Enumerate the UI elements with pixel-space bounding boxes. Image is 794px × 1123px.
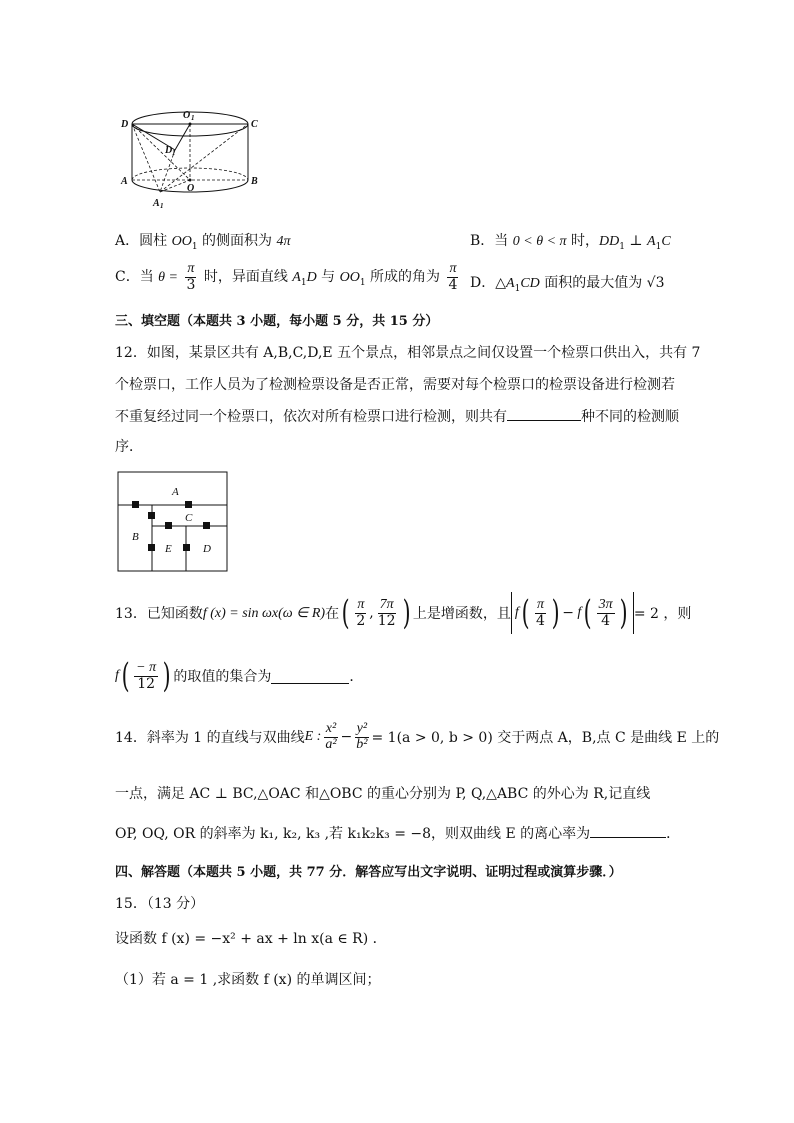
svg-text:1: 1 (160, 202, 164, 210)
q12-line4: 序． (115, 439, 143, 455)
label-O1: O (183, 110, 191, 121)
q14-line3: OP, OQ, OR 的斜率为 k₁, k₂, k₃ ,若 k₁k₂k₃ = −8，则双曲线 E 的离心率为 ． (115, 826, 681, 842)
cylinder-figure (115, 105, 270, 215)
gate-2 (185, 501, 192, 508)
region-D: D (203, 543, 211, 555)
q15-head: 15．（13 分） (115, 896, 205, 912)
label-B: B (251, 176, 258, 187)
option-d: D．$\triangle A_1CD$ 面积的最大值为 √3 (470, 275, 665, 294)
region-A: A (172, 486, 179, 498)
option-b: B．当 0 < θ < π 时，$DD_1$ ⊥ $A_1C$ (470, 233, 671, 252)
svg-text:1: 1 (191, 114, 195, 122)
option-a: A．圆柱 $OO_1$ 的侧面积为 4π (115, 233, 291, 252)
scenic-map-figure (117, 471, 229, 573)
region-E: E (165, 543, 172, 555)
q13-line2: f ( $\frac{- \pi}{12}$ ) 的取值的集合为 ． (115, 656, 364, 696)
gate-6 (148, 544, 155, 551)
region-B: B (132, 531, 139, 543)
q14-line1: 14．斜率为 1 的直线与双曲线 E : $\frac{\text{x²}}{\text{a²}}$ − $\frac{\text{y²}}{\text{b²}}$ = 1(a > 0, b > 0) 交于两点 A，B,点 C 是曲线 E 上的 (115, 721, 720, 752)
label-A: A (121, 176, 128, 187)
section-3-heading: 三、填空题（本题共 3 小题，每小题 5 分，共 15 分） (115, 314, 439, 329)
gate-5 (203, 522, 210, 529)
q12-line1: 12．如图，某景区共有 A,B,C,D,E 五个景点，相邻景点之间仅设置一个检票口供出入，共有 7 (115, 345, 701, 361)
gate-7 (183, 544, 190, 551)
label-D1: D (165, 145, 173, 156)
label-A1: A (153, 198, 160, 209)
q15-line2: （1）若 a = 1 ,求函数 f (x) 的单调区间； (115, 972, 381, 988)
q12-line3: 不重复经过同一个检票口，依次对所有检票口进行检测，则共有 种不同的检测顺 (115, 409, 679, 425)
q13-line1: 13．已知函数 f (x) = sin ωx(ω ∈ R) 在 ( $\frac{\pi}{2}$ , $\frac{7\pi}{12}$ ) 上是增函数，且 f ( $\frac{\pi}{4}$ ) − f ( $\frac{3\pi}{4}$ ) = 2 ，则 (115, 593, 692, 633)
label-C: C (251, 119, 258, 130)
q15-line1: 设函数 f (x) = −x² + ax + ln x(a ∈ R) ． (115, 931, 387, 947)
gate-3 (148, 512, 155, 519)
option-c: C．当 θ = $\frac{\pi}{3}$ 时，异面直线 $A_1D$ 与 $OO_1$ 所成的角为 $\frac{\pi}{4}$ (115, 261, 458, 293)
label-D: D (121, 119, 129, 130)
q12-line2: 个检票口，工作人员为了检测检票设备是否正常，需要对每个检票口的检票设备进行检测若 (115, 377, 675, 393)
section-4-heading: 四、解答题（本题共 5 小题，共 77 分．解答应写出文字说明、证明过程或演算步骤．） (115, 865, 622, 880)
label-O: O (187, 183, 195, 194)
gate-1 (132, 501, 139, 508)
q14-line2: 一点，满足 AC ⊥ BC,△OAC 和△OBC 的重心分别为 P, Q,△ABC 的外心为 R,记直线 (115, 786, 651, 802)
gate-4 (165, 522, 172, 529)
region-C: C (185, 512, 193, 524)
svg-text:1: 1 (172, 149, 176, 157)
